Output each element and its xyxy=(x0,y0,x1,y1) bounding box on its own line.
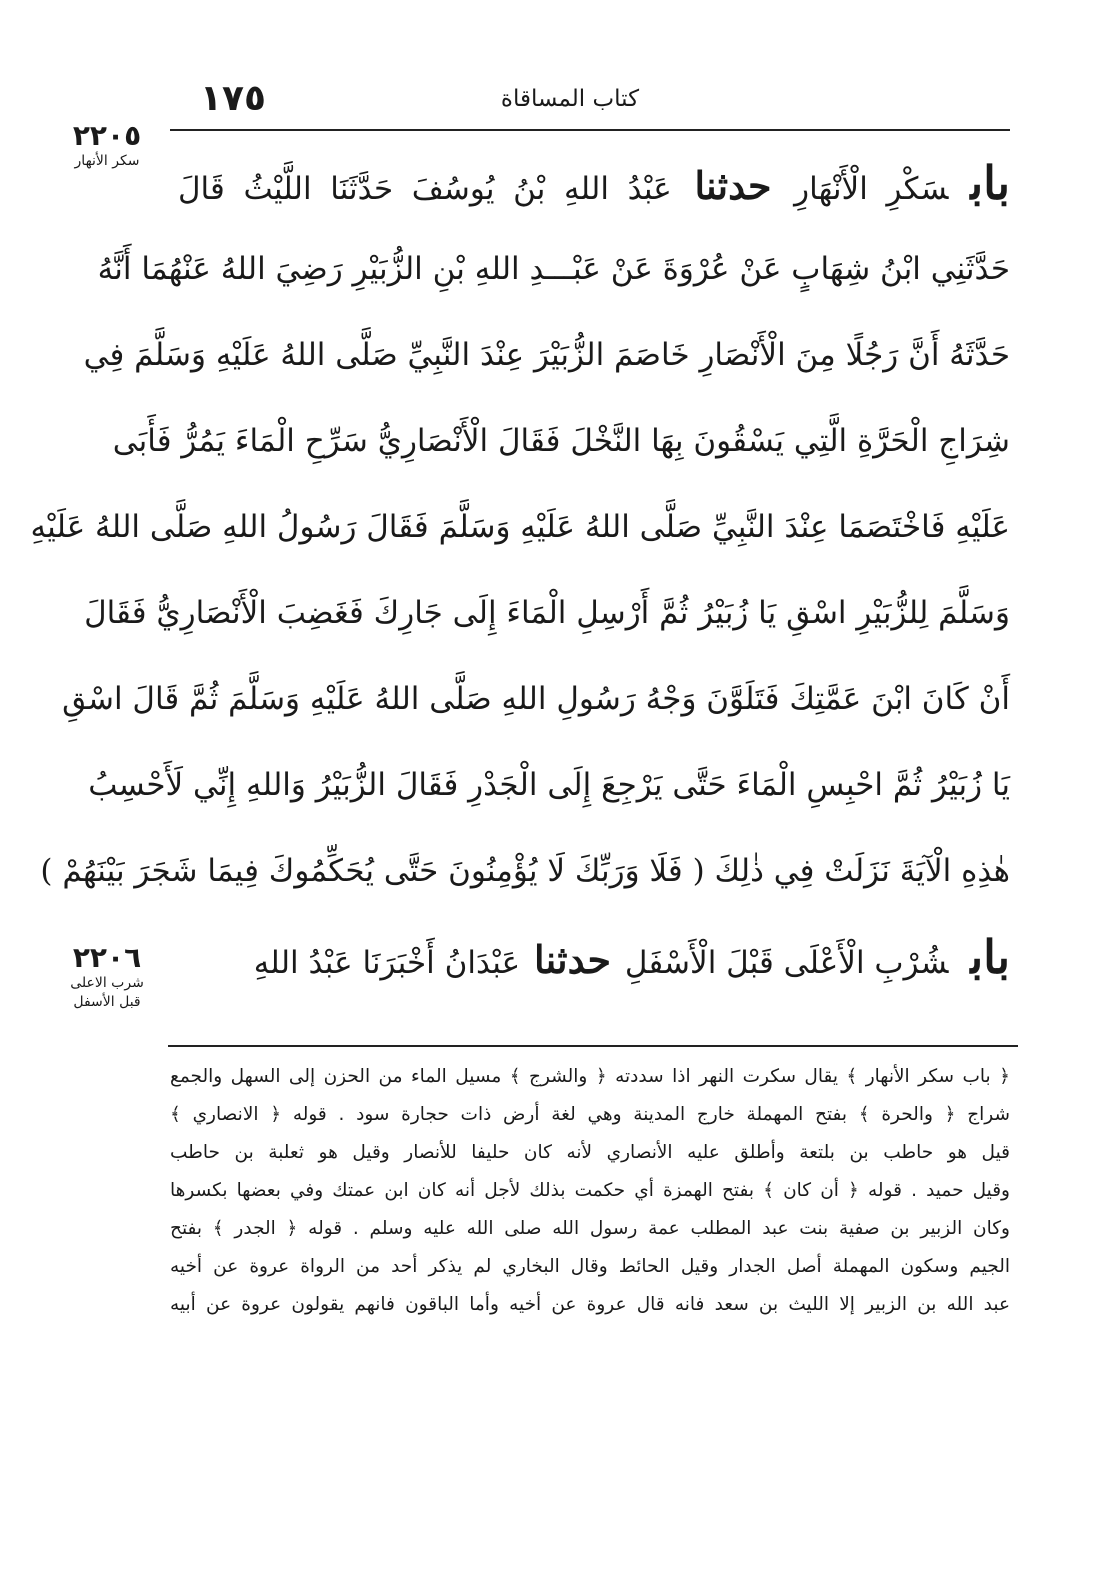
footnote-block xyxy=(170,1058,1010,1324)
text-line xyxy=(178,914,1010,1000)
text-segment: حَدَّثَهُ أَنَّ رَجُلًا مِنَ الْأَنْصَارِ خَاصَمَ الزُّبَيْرَ عِنْدَ النَّبِيِّ صَلَّى اللهُ عَلَيْهِ وَسَلَّمَ فِي xyxy=(83,337,1010,373)
text-segment: شُرْبِ الْأَعْلَى قَبْلَ الْأَسْفَلِ xyxy=(615,945,949,981)
text-segment: أَنْ كَانَ ابْنَ عَمَّتِكَ فَتَلَوَّنَ وَجْهُ رَسُولِ اللهِ صَلَّى اللهُ عَلَيْهِ وَسَلَّمَ ثُمَّ قَالَ اسْقِ xyxy=(62,681,1010,717)
text-line xyxy=(178,140,1010,226)
margin-title-line: سكر الأنهار xyxy=(74,153,140,169)
margin-title-line: قبل الأسفل xyxy=(73,994,141,1010)
footnote-line: عبد الله بن الزبير إلا الليث بن سعد فانه قال عروة عن أخيه وأما الباقون فانهم يقولون عروة عن أبيه xyxy=(170,1294,1010,1315)
chapter-heading: باب xyxy=(970,930,1010,984)
text-line xyxy=(30,484,1010,570)
text-segment: وَسَلَّمَ لِلزُّبَيْرِ اسْقِ يَا زُبَيْرُ ثُمَّ أَرْسِلِ الْمَاءَ إِلَى جَارِكَ فَغَضِبَ الْأَنْصَارِيُّ فَقَالَ xyxy=(84,595,1010,631)
text-segment: حَدَّثَنِي ابْنُ شِهَابٍ عَنْ عُرْوَةَ عَنْ عَبْـــدِ اللهِ بْنِ الزُّبَيْرِ رَضِيَ اللهُ عَنْهُمَا أَنَّهُ xyxy=(97,251,1010,287)
page-number: ١٧٥ xyxy=(200,78,266,119)
header-rule xyxy=(170,129,1010,131)
text-line xyxy=(112,398,1010,484)
footnote-line: شراج ﴿ والحرة ﴾ بفتح المهملة خارج المدينة وهي لغة أرض ذات حجارة سود . قوله ﴿ الانصاري ﴾ xyxy=(170,1104,1010,1125)
footnote-rule xyxy=(168,1045,1018,1047)
text-segment: شِرَاجِ الْحَرَّةِ الَّتِي يَسْقُونَ بِهَا النَّخْلَ فَقَالَ الْأَنْصَارِيُّ سَرِّحِ الْمَاءَ يَمُرُّ فَأَبَى xyxy=(112,423,1010,459)
hadith-number: ٢٢٠٥ xyxy=(72,119,142,152)
text-line xyxy=(62,656,1010,742)
text-segment: هٰذِهِ الْآيَةَ نَزَلَتْ فِي ذٰلِكَ ( فَلَا وَرَبِّكَ لَا يُؤْمِنُونَ حَتَّى يُحَكِّمُوكَ فِيمَا شَجَرَ بَيْنَهُمْ ) xyxy=(40,853,1010,889)
isnad-opener: حدثنا xyxy=(533,937,612,982)
hadith-number: ٢٢٠٦ xyxy=(72,941,142,974)
chapter-heading: باب xyxy=(970,156,1010,210)
text-line xyxy=(83,312,1010,398)
text-line xyxy=(88,742,1010,828)
text-line xyxy=(84,570,1010,656)
text-segment: عَلَيْهِ فَاخْتَصَمَا عِنْدَ النَّبِيِّ صَلَّى اللهُ عَلَيْهِ وَسَلَّمَ فَقَالَ رَسُولُ اللهِ صَلَّى اللهُ عَلَيْهِ xyxy=(30,509,1010,545)
footnote-line: قيل هو حاطب بن بلتعة وأطلق عليه الأنصاري لأنه كان حليفا للأنصار وقيل هو ثعلبة بن حاطب xyxy=(170,1142,1010,1163)
footnote-line: وقيل حميد . قوله ﴿ أن كان ﴾ بفتح الهمزة أي حكمت بذلك لأجل أنه كان ابن عمتك وفي بعضها بكسرها xyxy=(170,1180,1010,1201)
margin-title-line: شرب الاعلى xyxy=(70,975,144,991)
isnad-opener: حدثنا xyxy=(694,163,772,208)
margin-note-2205 xyxy=(52,120,162,171)
text-segment: سَكْرِ الْأَنْهَارِ xyxy=(775,171,949,207)
text-segment: عَبْدَانُ أَخْبَرَنَا عَبْدُ اللهِ xyxy=(253,945,530,981)
footnote-line: ﴿ باب سكر الأنهار ﴾ يقال سكرت النهر اذا سددته ﴿ والشرج ﴾ مسيل الماء من الحزن إلى السهل والجمع xyxy=(170,1066,1010,1087)
text-line xyxy=(40,828,1010,914)
footnote-line: وكان الزبير بن صفية بنت عبد المطلب عمة رسول الله صلى الله عليه وسلم . قوله ﴿ الجدر ﴾ بفتح xyxy=(170,1218,1010,1239)
text-segment: يَا زُبَيْرُ ثُمَّ احْبِسِ الْمَاءَ حَتَّى يَرْجِعَ إِلَى الْجَدْرِ فَقَالَ الزُّبَيْرُ وَاللهِ إِنِّي لَأَحْسِبُ xyxy=(88,767,1010,803)
running-title: كتاب المساقاة xyxy=(500,86,640,112)
footnote-line: الجيم وسكون المهملة أصل الجدار وقيل الحائط وقال البخاري لم يذكر أحد من الرواة عروة عن أخيه xyxy=(170,1256,1010,1277)
margin-note-2206 xyxy=(52,942,162,1012)
text-segment: عَبْدُ اللهِ بْنُ يُوسُفَ حَدَّثَنَا اللَّيْثُ قَالَ xyxy=(178,171,691,207)
text-line xyxy=(97,226,1010,312)
